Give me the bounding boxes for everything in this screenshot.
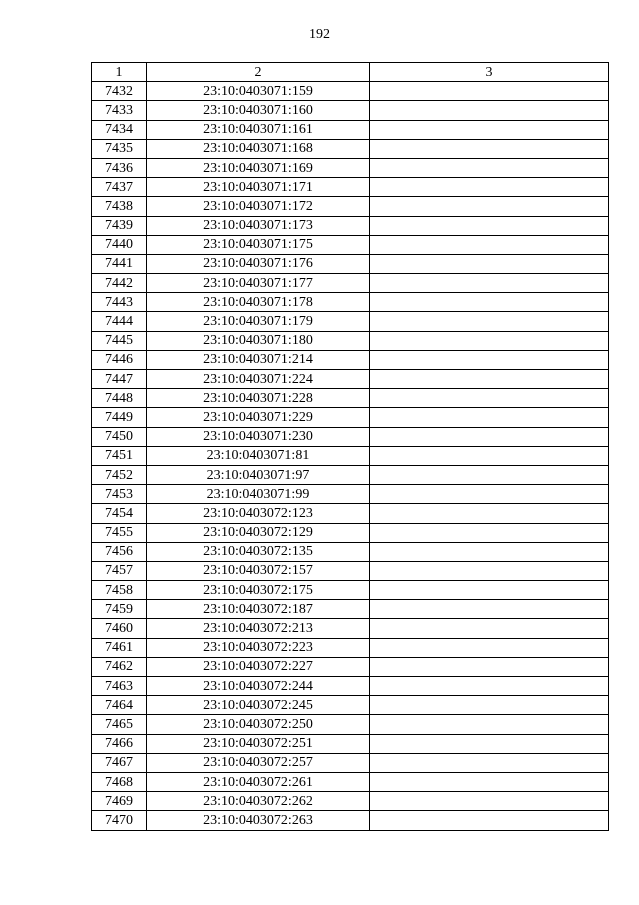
header-col-3: 3 (370, 63, 609, 82)
note-cell (370, 101, 609, 120)
row-number-cell: 7450 (92, 427, 147, 446)
cadastral-number-cell: 23:10:0403072:250 (147, 715, 370, 734)
row-number-cell: 7469 (92, 792, 147, 811)
row-number-cell: 7433 (92, 101, 147, 120)
table-row (92, 811, 609, 830)
row-number-cell: 7454 (92, 504, 147, 523)
row-number-cell: 7432 (92, 82, 147, 101)
table-row (92, 600, 609, 619)
table-row (92, 638, 609, 657)
table-row (92, 82, 609, 101)
cadastral-number-cell: 23:10:0403071:179 (147, 312, 370, 331)
cadastral-number-cell: 23:10:0403071:175 (147, 235, 370, 254)
cadastral-number-cell: 23:10:0403071:176 (147, 254, 370, 273)
note-cell (370, 561, 609, 580)
note-cell (370, 715, 609, 734)
note-cell (370, 178, 609, 197)
table-row (92, 619, 609, 638)
table-row (92, 542, 609, 561)
row-number-cell: 7467 (92, 753, 147, 772)
row-number-cell: 7437 (92, 178, 147, 197)
row-number-cell: 7462 (92, 657, 147, 676)
row-number-cell: 7438 (92, 197, 147, 216)
note-cell (370, 542, 609, 561)
cadastral-number-cell: 23:10:0403072:251 (147, 734, 370, 753)
row-number-cell: 7452 (92, 465, 147, 484)
table-row (92, 197, 609, 216)
table-row (92, 216, 609, 235)
cadastral-number-cell: 23:10:0403071:178 (147, 293, 370, 312)
row-number-cell: 7439 (92, 216, 147, 235)
row-number-cell: 7436 (92, 158, 147, 177)
note-cell (370, 293, 609, 312)
cadastral-number-cell: 23:10:0403071:159 (147, 82, 370, 101)
table-row (92, 370, 609, 389)
cadastral-number-cell: 23:10:0403071:160 (147, 101, 370, 120)
cadastral-number-cell: 23:10:0403072:257 (147, 753, 370, 772)
cadastral-number-cell: 23:10:0403072:157 (147, 561, 370, 580)
cadastral-number-cell: 23:10:0403072:262 (147, 792, 370, 811)
row-number-cell: 7451 (92, 446, 147, 465)
note-cell (370, 638, 609, 657)
row-number-cell: 7447 (92, 370, 147, 389)
header-col-1: 1 (92, 63, 147, 82)
table-row (92, 561, 609, 580)
registry-table (91, 62, 609, 831)
cadastral-number-cell: 23:10:0403071:229 (147, 408, 370, 427)
note-cell (370, 197, 609, 216)
table-row (92, 523, 609, 542)
cadastral-number-cell: 23:10:0403071:180 (147, 331, 370, 350)
note-cell (370, 408, 609, 427)
table-row (92, 657, 609, 676)
table-row (92, 734, 609, 753)
table-row (92, 120, 609, 139)
note-cell (370, 753, 609, 772)
table-row (92, 504, 609, 523)
cadastral-number-cell: 23:10:0403072:227 (147, 657, 370, 676)
note-cell (370, 446, 609, 465)
note-cell (370, 485, 609, 504)
table-row (92, 235, 609, 254)
table-row (92, 331, 609, 350)
note-cell (370, 216, 609, 235)
row-number-cell: 7449 (92, 408, 147, 427)
note-cell (370, 139, 609, 158)
header-row (92, 63, 609, 82)
cadastral-number-cell: 23:10:0403072:135 (147, 542, 370, 561)
row-number-cell: 7442 (92, 274, 147, 293)
note-cell (370, 600, 609, 619)
cadastral-number-cell: 23:10:0403072:245 (147, 696, 370, 715)
table-row (92, 101, 609, 120)
cadastral-number-cell: 23:10:0403071:230 (147, 427, 370, 446)
note-cell (370, 619, 609, 638)
cadastral-number-cell: 23:10:0403071:228 (147, 389, 370, 408)
note-cell (370, 158, 609, 177)
note-cell (370, 427, 609, 446)
cadastral-number-cell: 23:10:0403071:97 (147, 465, 370, 484)
table-row (92, 178, 609, 197)
row-number-cell: 7460 (92, 619, 147, 638)
table-row (92, 389, 609, 408)
note-cell (370, 82, 609, 101)
cadastral-number-cell: 23:10:0403071:224 (147, 370, 370, 389)
cadastral-number-cell: 23:10:0403072:261 (147, 772, 370, 791)
row-number-cell: 7457 (92, 561, 147, 580)
row-number-cell: 7470 (92, 811, 147, 830)
row-number-cell: 7434 (92, 120, 147, 139)
cadastral-number-cell: 23:10:0403071:81 (147, 446, 370, 465)
row-number-cell: 7440 (92, 235, 147, 254)
table-row (92, 677, 609, 696)
header-col-2: 2 (147, 63, 370, 82)
row-number-cell: 7446 (92, 350, 147, 369)
row-number-cell: 7466 (92, 734, 147, 753)
cadastral-number-cell: 23:10:0403072:123 (147, 504, 370, 523)
row-number-cell: 7441 (92, 254, 147, 273)
row-number-cell: 7455 (92, 523, 147, 542)
note-cell (370, 657, 609, 676)
row-number-cell: 7453 (92, 485, 147, 504)
table-row (92, 254, 609, 273)
note-cell (370, 734, 609, 753)
table-row (92, 581, 609, 600)
table-row (92, 274, 609, 293)
note-cell (370, 350, 609, 369)
table-header (92, 63, 609, 82)
row-number-cell: 7443 (92, 293, 147, 312)
cadastral-number-cell: 23:10:0403072:223 (147, 638, 370, 657)
note-cell (370, 811, 609, 830)
table-row (92, 139, 609, 158)
cadastral-number-cell: 23:10:0403072:175 (147, 581, 370, 600)
note-cell (370, 274, 609, 293)
row-number-cell: 7465 (92, 715, 147, 734)
table-row (92, 312, 609, 331)
cadastral-number-cell: 23:10:0403072:244 (147, 677, 370, 696)
note-cell (370, 772, 609, 791)
table-row (92, 792, 609, 811)
cadastral-number-cell: 23:10:0403071:161 (147, 120, 370, 139)
cadastral-number-cell: 23:10:0403071:172 (147, 197, 370, 216)
row-number-cell: 7456 (92, 542, 147, 561)
note-cell (370, 254, 609, 273)
table-row (92, 427, 609, 446)
cadastral-number-cell: 23:10:0403072:213 (147, 619, 370, 638)
cadastral-number-cell: 23:10:0403072:129 (147, 523, 370, 542)
table-body (92, 82, 609, 830)
note-cell (370, 504, 609, 523)
note-cell (370, 465, 609, 484)
cadastral-number-cell: 23:10:0403072:187 (147, 600, 370, 619)
table-row (92, 753, 609, 772)
note-cell (370, 581, 609, 600)
note-cell (370, 331, 609, 350)
note-cell (370, 312, 609, 331)
row-number-cell: 7463 (92, 677, 147, 696)
table-row (92, 408, 609, 427)
cadastral-number-cell: 23:10:0403071:173 (147, 216, 370, 235)
note-cell (370, 389, 609, 408)
cadastral-number-cell: 23:10:0403071:171 (147, 178, 370, 197)
cadastral-number-cell: 23:10:0403071:169 (147, 158, 370, 177)
table-row (92, 772, 609, 791)
note-cell (370, 696, 609, 715)
cadastral-number-cell: 23:10:0403072:263 (147, 811, 370, 830)
table-row (92, 715, 609, 734)
note-cell (370, 677, 609, 696)
row-number-cell: 7461 (92, 638, 147, 657)
note-cell (370, 792, 609, 811)
row-number-cell: 7459 (92, 600, 147, 619)
table-row (92, 465, 609, 484)
table-row (92, 696, 609, 715)
cadastral-number-cell: 23:10:0403071:99 (147, 485, 370, 504)
row-number-cell: 7445 (92, 331, 147, 350)
cadastral-number-cell: 23:10:0403071:214 (147, 350, 370, 369)
note-cell (370, 370, 609, 389)
cadastral-number-cell: 23:10:0403071:177 (147, 274, 370, 293)
row-number-cell: 7435 (92, 139, 147, 158)
note-cell (370, 120, 609, 139)
row-number-cell: 7444 (92, 312, 147, 331)
row-number-cell: 7468 (92, 772, 147, 791)
note-cell (370, 523, 609, 542)
table-row (92, 485, 609, 504)
table-row (92, 446, 609, 465)
row-number-cell: 7448 (92, 389, 147, 408)
table-row (92, 158, 609, 177)
note-cell (370, 235, 609, 254)
row-number-cell: 7464 (92, 696, 147, 715)
row-number-cell: 7458 (92, 581, 147, 600)
page-number: 192 (309, 27, 330, 42)
cadastral-number-cell: 23:10:0403071:168 (147, 139, 370, 158)
table-row (92, 293, 609, 312)
table-row (92, 350, 609, 369)
